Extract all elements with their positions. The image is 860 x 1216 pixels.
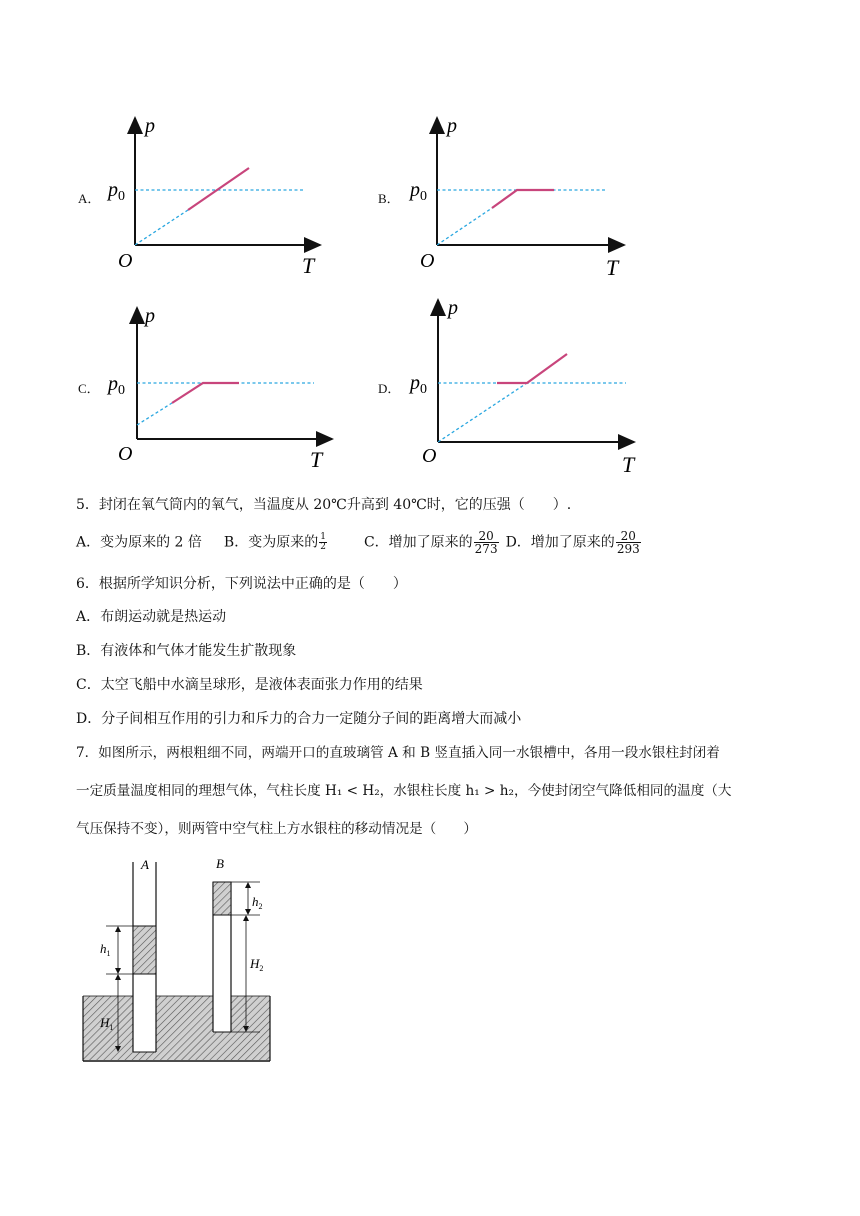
q5-option-b: B．变为原来的 <box>223 534 319 551</box>
h1-label: $h_1$ <box>100 941 111 958</box>
option-b-label: B． <box>378 191 400 206</box>
q7-line-3: 气压保持不变），则两管中空气柱上方水银柱的移动情况是（ ） <box>76 821 478 837</box>
extension-line <box>137 403 172 425</box>
graph-d <box>402 292 652 477</box>
process-line <box>172 383 239 403</box>
tube-figure <box>78 852 278 1067</box>
origin-label: O <box>118 250 133 272</box>
mercury-column-b <box>213 882 231 915</box>
option-d-label: D． <box>378 381 401 396</box>
extension-line <box>437 208 492 245</box>
q5-option-a: A．变为原来的 2 倍 <box>76 534 202 551</box>
q5-option-d: D．增加了原来的 <box>505 534 615 551</box>
q6-option-b: B．有液体和气体才能发生扩散现象 <box>76 643 297 659</box>
x-axis-label: T <box>622 452 635 477</box>
y-axis-label: p <box>447 115 457 137</box>
mercury-column-a <box>133 926 156 974</box>
H2-label: $H_2$ <box>250 956 264 973</box>
extension-line <box>438 383 527 442</box>
H1-label: $H_1$ <box>100 1015 114 1032</box>
origin-label: O <box>420 250 435 272</box>
y-axis-label: p <box>145 115 155 137</box>
x-axis-label: T <box>302 253 315 278</box>
x-axis-label: T <box>606 255 619 280</box>
q5-stem: 5．封闭在氧气筒内的氧气，当温度从 20℃升高到 40℃时，它的压强（ ）. <box>76 497 572 513</box>
option-a-label: A． <box>78 191 101 206</box>
p0-label: $p_0$ <box>108 373 125 398</box>
origin-label: O <box>422 445 437 467</box>
graph-a <box>100 110 340 280</box>
extension-line <box>135 210 188 245</box>
q5-option-c-fraction: $\frac{20}{273}$ <box>474 529 498 556</box>
tube-b-label: B <box>216 856 224 871</box>
origin-label: O <box>118 443 133 465</box>
option-c-label: C． <box>78 381 100 396</box>
tube-a-label: A <box>141 857 149 872</box>
p0-label: $p_0$ <box>410 372 427 397</box>
p0-label: $p_0$ <box>410 179 427 204</box>
graph-b <box>402 110 642 280</box>
process-line <box>492 190 554 208</box>
y-axis-label: p <box>448 297 458 319</box>
graph-c <box>100 302 340 472</box>
h2-label: $h_2$ <box>252 894 263 911</box>
x-axis-label: T <box>310 447 323 472</box>
q5-option-d-fraction: $\frac{20}{293}$ <box>616 529 640 556</box>
process-line <box>497 354 567 383</box>
q5-options <box>76 530 642 555</box>
q6-option-d: D．分子间相互作用的引力和斥力的合力一定随分子间的距离增大而减小 <box>76 711 522 727</box>
process-line <box>188 168 249 210</box>
p0-label: $p_0$ <box>108 179 125 204</box>
q7-line-1: 7．如图所示，两根粗细不同，两端开口的直玻璃管 A 和 B 竖直插入同一水银槽中，各用一段水银柱封闭着 <box>76 745 720 761</box>
q7-line-2: 一定质量温度相同的理想气体，气柱长度 H₁ < H₂，水银柱长度 h₁ > h₂，今使封闭空气降低相同的温度（大 <box>76 783 732 799</box>
q6-stem: 6．根据所学知识分析，下列说法中正确的是（ ） <box>76 576 407 592</box>
q5-option-c: C．增加了原来的 <box>363 534 473 551</box>
y-axis-label: p <box>145 305 155 327</box>
q5-option-b-fraction: $\frac{1}{2}$ <box>320 532 326 552</box>
q6-option-a: A．布朗运动就是热运动 <box>76 609 227 625</box>
q6-option-c: C．太空飞船中水滴呈球形，是液体表面张力作用的结果 <box>76 677 423 693</box>
